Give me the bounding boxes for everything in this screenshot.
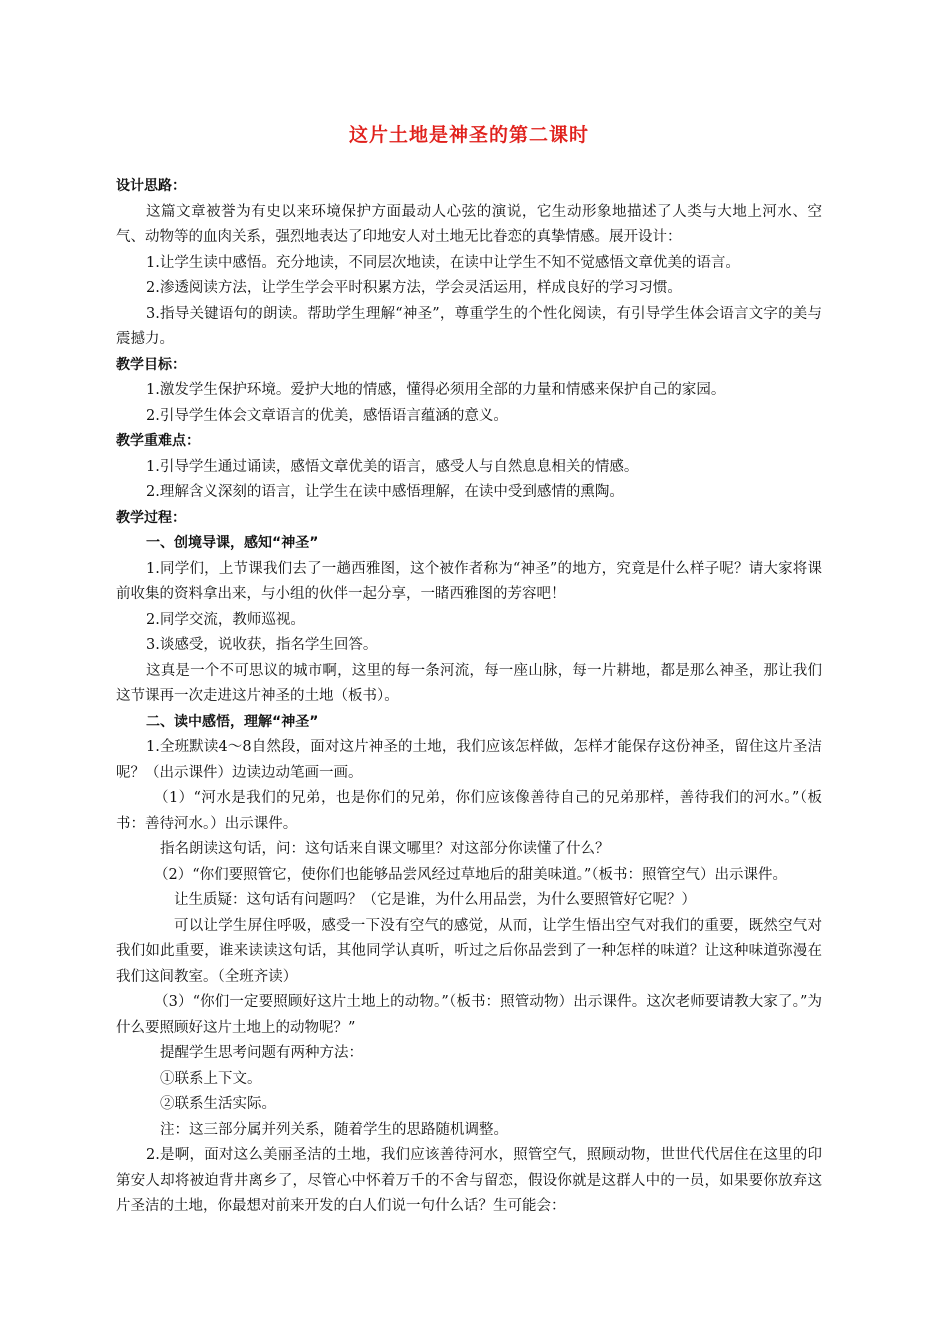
paragraph: 2.同学交流，教师巡视。 bbox=[146, 611, 305, 628]
paragraph: 2.理解含义深刻的语言，让学生在读中感悟理解，在读中受到感情的熏陶。 bbox=[146, 484, 624, 500]
list-item: ②联系生活实际。 bbox=[160, 1096, 276, 1112]
subsection-heading-part1: 一、创境导课，感知“神圣” bbox=[146, 535, 319, 551]
paragraph: 可以让学生屏住呼吸，感受一下没有空气的感觉，从而，让学生悟出空气对我们的重要，既然空气对我们如此重要，谁来读读这句话，其他同学认真听，听过之后你品尝到了一种怎样的味道？让这种味道弥漫在我们这间教室。（全班齐读） bbox=[116, 917, 822, 985]
paragraph: 提醒学生思考问题有两种方法： bbox=[160, 1045, 363, 1061]
document-body bbox=[116, 174, 822, 1220]
paragraph: 让生质疑：这句话有问题吗？（它是谁，为什么用品尝，为什么要照管好它呢？） bbox=[174, 892, 696, 908]
section-heading-goals: 教学目标： bbox=[116, 356, 186, 373]
paragraph: 2.渗透阅读方法，让学生学会平时积累方法，学会灵活运用，样成良好的学习习惯。 bbox=[146, 280, 682, 296]
quote-item-2: （2）“你们要照管它，使你们也能够品尝风经过草地后的甜美味道。”（板书：照管空气）出示课件。 bbox=[154, 866, 788, 883]
paragraph: 3.指导关键语句的朗读。帮助学生理解“神圣”，尊重学生的个性化阅读，有引导学生体会语言文字的美与震撼力。 bbox=[116, 305, 822, 347]
paragraph: 这篇文章被誉为有史以来环境保护方面最动人心弦的演说，它生动形象地描述了人类与大地上河水、空气、动物等的血肉关系，强烈地表达了印地安人对土地无比眷恋的真挚情感。展开设计： bbox=[116, 203, 822, 245]
quote-item-3: （3）“你们一定要照顾好这片土地上的动物。”（板书：照管动物）出示课件。这次老师要请教大家了。”为什么要照顾好这片土地上的动物呢？” bbox=[116, 994, 822, 1036]
section-heading-process: 教学过程： bbox=[116, 509, 186, 526]
paragraph: 1.同学们，上节课我们去了一趟西雅图，这个被作者称为“神圣”的地方，究竟是什么样子呢？请大家将课前收集的资料拿出来，与小组的伙伴一起分享，一睹西雅图的芳容吧！ bbox=[116, 560, 822, 602]
document-title: 这片土地是神圣的第二课时 bbox=[348, 124, 589, 146]
subsection-heading-part2: 二、读中感悟，理解“神圣” bbox=[146, 713, 319, 730]
paragraph: 1.引导学生通过诵读，感悟文章优美的语言，感受人与自然息息相关的情感。 bbox=[146, 458, 639, 475]
quote-item-1: （1）“河水是我们的兄弟，也是你们的兄弟，你们应该像善待自己的兄弟那样，善待我们的河水。”（板书：善待河水。）出示课件。 bbox=[116, 790, 822, 832]
note: 注：这三部分属并列关系，随着学生的思路随机调整。 bbox=[160, 1121, 508, 1138]
section-heading-design: 设计思路： bbox=[116, 178, 186, 194]
paragraph: 3.谈感受，说收获，指名学生回答。 bbox=[146, 637, 378, 653]
paragraph: 指名朗读这句话，问：这句话来自课文哪里？对这部分你读懂了什么？ bbox=[160, 841, 610, 857]
paragraph: 1.让学生读中感悟。充分地读，不同层次地读，在读中让学生不知不觉感悟文章优美的语言。 bbox=[146, 254, 740, 271]
paragraph: 2.引导学生体会文章语言的优美，感悟语言蕴涵的意义。 bbox=[146, 407, 508, 424]
list-item: ①联系上下文。 bbox=[160, 1070, 262, 1087]
paragraph: 1.全班默读4～8自然段，面对这片神圣的土地，我们应该怎样做，怎样才能保存这份神圣，留住这片圣洁呢？（出示课件）边读边动笔画一画。 bbox=[116, 739, 822, 781]
paragraph: 2.是啊，面对这么美丽圣洁的土地，我们应该善待河水，照管空气，照顾动物，世世代代居住在这里的印第安人却将被迫背井离乡了，尽管心中怀着万千的不舍与留恋，假设你就是这群人中的一员，如果要你放弃这片圣洁的土地，你最想对前来开发的白人们说一句什么话？生可能会： bbox=[116, 1147, 822, 1214]
section-heading-keypoints: 教学重难点： bbox=[116, 433, 200, 449]
paragraph: 1.激发学生保护环境。爱护大地的情感，懂得必须用全部的力量和情感来保护自己的家园。 bbox=[146, 382, 726, 398]
paragraph: 这真是一个不可思议的城市啊，这里的每一条河流，每一座山脉，每一片耕地，都是那么神圣，那让我们这节课再一次走进这片神圣的土地（板书）。 bbox=[116, 662, 822, 704]
